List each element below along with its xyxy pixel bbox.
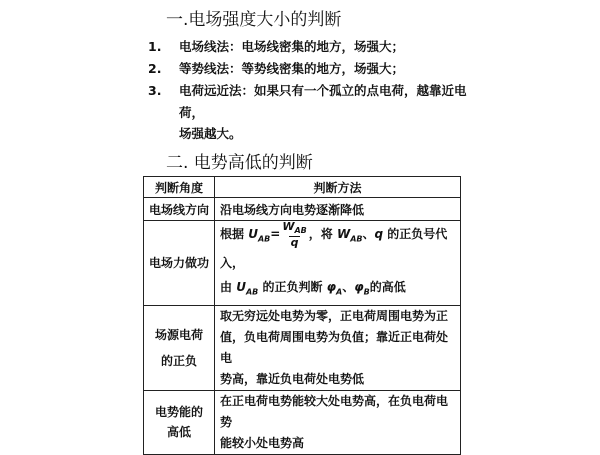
header-angle: 判断角度 — [144, 177, 215, 198]
angle-line: 电势能的 — [154, 405, 203, 420]
list-item-text: 电场线法：电场线密集的地方，场强大； — [179, 39, 405, 54]
text-segment: 根据 — [220, 227, 245, 242]
angle-line: 的正负 — [160, 353, 197, 368]
text-segment: 、 — [362, 227, 375, 242]
table-row — [144, 305, 461, 390]
list-item-text: 电荷远近法：如果只有一个孤立的点电荷，越靠近电荷， — [179, 83, 467, 120]
method-line: 在正电荷电势能较大处电势高，在负电荷电势 — [220, 393, 449, 429]
table-row — [144, 198, 461, 221]
formula-line — [220, 221, 455, 275]
table-header-row — [144, 177, 461, 198]
math-var: $\varphi_B$ — [354, 280, 370, 297]
method-line: 值，负电荷周围电势为负值；靠近正电荷处电 — [220, 329, 449, 365]
text-segment: 的正负号代入， — [220, 227, 448, 271]
math-var: $U_{AB}$ — [248, 227, 271, 244]
table-row — [144, 221, 461, 306]
row-method — [215, 305, 461, 390]
text-segment: 、 — [342, 280, 355, 295]
method-line: 能较小处电势高 — [220, 435, 305, 450]
text-segment: 的高低 — [369, 280, 406, 295]
potential-judgment-table — [143, 176, 461, 455]
list-item-number: 3. — [148, 83, 162, 98]
row-method — [215, 221, 461, 306]
math-var: $\varphi_A$ — [326, 280, 343, 297]
list-item-text: 等势线法：等势线密集的地方，场强大； — [179, 61, 405, 76]
section-2-title: 二. 电势高低的判断 — [166, 153, 313, 173]
row-angle: 电场线方向 — [144, 198, 215, 221]
row-angle: 电场力做功 — [144, 221, 215, 306]
list-item-continuation: 场强越大。 — [179, 126, 242, 141]
math-var: q — [374, 227, 384, 242]
text-segment: 由 — [220, 280, 233, 295]
fraction: $\frac{W_{AB}}{q}$ — [282, 220, 307, 250]
text-segment: 的正负判断 — [262, 280, 323, 295]
equals-sign: = — [270, 227, 281, 242]
method-line: 势高，靠近负电荷处电势低 — [220, 371, 365, 386]
math-var: $U_{AB}$ — [236, 280, 259, 297]
field-strength-list — [148, 36, 488, 142]
formula-line — [220, 275, 455, 304]
section-1-title: 一.电场强度大小的判断 — [166, 10, 342, 30]
row-method: 沿电场线方向电势逐渐降低 — [215, 198, 461, 221]
list-item-number: 2. — [148, 61, 162, 76]
list-item-number: 1. — [148, 39, 162, 54]
method-line: 取无穷远处电势为零，正电荷周围电势为正 — [220, 308, 449, 323]
list-item — [148, 58, 488, 80]
angle-line: 高低 — [166, 425, 191, 440]
row-angle — [144, 305, 215, 390]
list-item — [148, 36, 488, 58]
angle-line: 场源电荷 — [154, 327, 203, 342]
list-item — [148, 80, 488, 124]
math-var: $W_{AB}$ — [336, 227, 363, 244]
header-method: 判断方法 — [215, 177, 461, 198]
text-segment: ，将 — [308, 227, 333, 242]
